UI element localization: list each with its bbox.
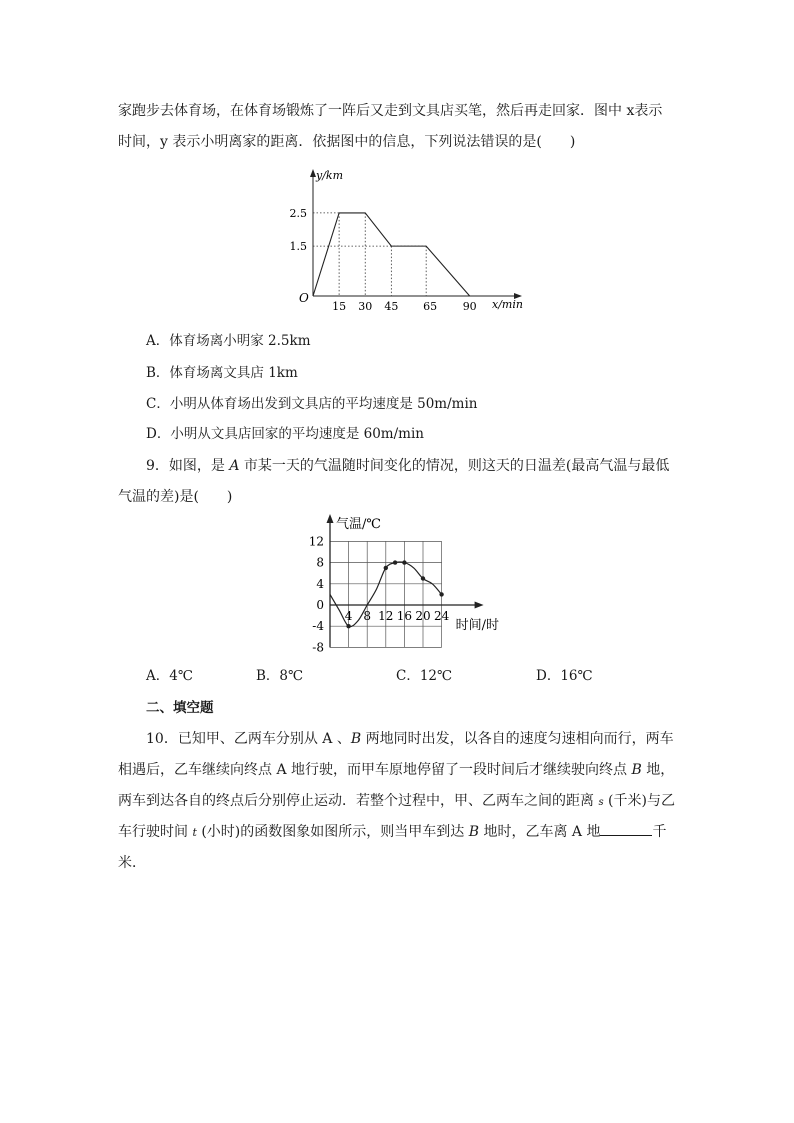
q8-option-c[interactable]: C．小明从体育场出发到文具店的平均速度是 50m/min — [146, 396, 478, 412]
distance-time-chart — [270, 165, 560, 320]
y-tick-label: 8 — [316, 555, 324, 570]
temperature-chart — [300, 510, 530, 660]
q10-line4: 车行驶时间 t (小时)的函数图象如图所示，则当甲车到达 B 地时，乙车离 A 地 千 — [118, 817, 678, 848]
x-tick-label: 90 — [462, 300, 477, 313]
x-tick-label: 45 — [384, 300, 399, 313]
q10-line3: 两车到达各自的终点后分别停止运动．若整个过程中，甲、乙两车之间的距离 s (千米)与乙 — [118, 793, 675, 809]
q9-option-a[interactable]: A．4℃ — [146, 668, 193, 684]
x-tick-label: 8 — [363, 609, 372, 623]
x-axis-label: x/min — [492, 298, 523, 311]
temperature-point — [439, 592, 443, 596]
q10-line1: 10．已知甲、乙两车分别从 A 、B 两地同时出发，以各自的速度匀速相向而行，两车 — [146, 731, 674, 747]
y-tick-label: 1.5 — [289, 240, 307, 254]
q9-option-b[interactable]: B．8℃ — [256, 668, 304, 684]
x-tick-label: 12 — [378, 609, 394, 623]
y-tick-label: 2.5 — [289, 206, 307, 220]
y-tick-label: -4 — [312, 619, 324, 634]
x-tick-label: 24 — [433, 609, 450, 623]
q9-option-c[interactable]: C．12℃ — [396, 668, 453, 684]
y-axis-label: y/km — [316, 169, 344, 182]
x-tick-label: 15 — [332, 300, 347, 313]
y-tick-label: 4 — [316, 576, 324, 591]
origin-label: O — [299, 291, 309, 305]
q9-option-d[interactable]: D．16℃ — [536, 668, 593, 684]
temperature-point — [393, 560, 397, 564]
q8-option-a[interactable]: A．体育场离小明家 2.5km — [146, 333, 311, 349]
temperature-point — [384, 566, 388, 570]
x-axis-label: 时间/时 — [455, 618, 499, 633]
x-tick-label: 16 — [396, 609, 413, 623]
temperature-point — [346, 624, 350, 628]
q8-stem-line1: 家跑步去体育场，在体育场锻炼了一阵后又走到文具店买笔，然后再走回家．图中 x表示 — [118, 103, 663, 119]
temperature-point — [421, 576, 425, 580]
section-title: 二、填空题 — [146, 700, 214, 716]
y-axis-arrow — [327, 514, 334, 523]
x-tick-label: 20 — [415, 609, 431, 623]
x-tick-label: 30 — [358, 300, 373, 313]
q9-stem-line1: 9．如图，是 A 市某一天的气温随时间变化的情况，则这天的日温差(最高气温与最低 — [146, 458, 670, 474]
q8-option-b[interactable]: B．体育场离文具店 1km — [146, 365, 298, 381]
x-tick-label: 4 — [344, 609, 353, 623]
y-tick-label: 0 — [316, 598, 324, 612]
answer-blank[interactable] — [600, 821, 652, 836]
q8-option-d[interactable]: D．小明从文具店回家的平均速度是 60m/min — [146, 426, 424, 442]
x-tick-label: 65 — [423, 300, 438, 313]
q9-stem-line2: 气温的差)是( ) — [118, 489, 233, 505]
q8-stem-line2: 时间，y 表示小明离家的距离．依据图中的信息，下列说法错误的是( ) — [118, 134, 576, 150]
q10-line5: 米． — [118, 855, 146, 871]
x-axis-arrow — [475, 602, 484, 609]
q10-line2: 相遇后，乙车继续向终点 A 地行驶，而甲车原地停留了一段时间后才继续驶向终点 B 地， — [118, 762, 675, 778]
temperature-point — [402, 560, 406, 564]
y-tick-label: -8 — [312, 640, 324, 655]
y-axis-label: 气温/℃ — [336, 517, 381, 532]
y-tick-label: 12 — [308, 534, 324, 549]
